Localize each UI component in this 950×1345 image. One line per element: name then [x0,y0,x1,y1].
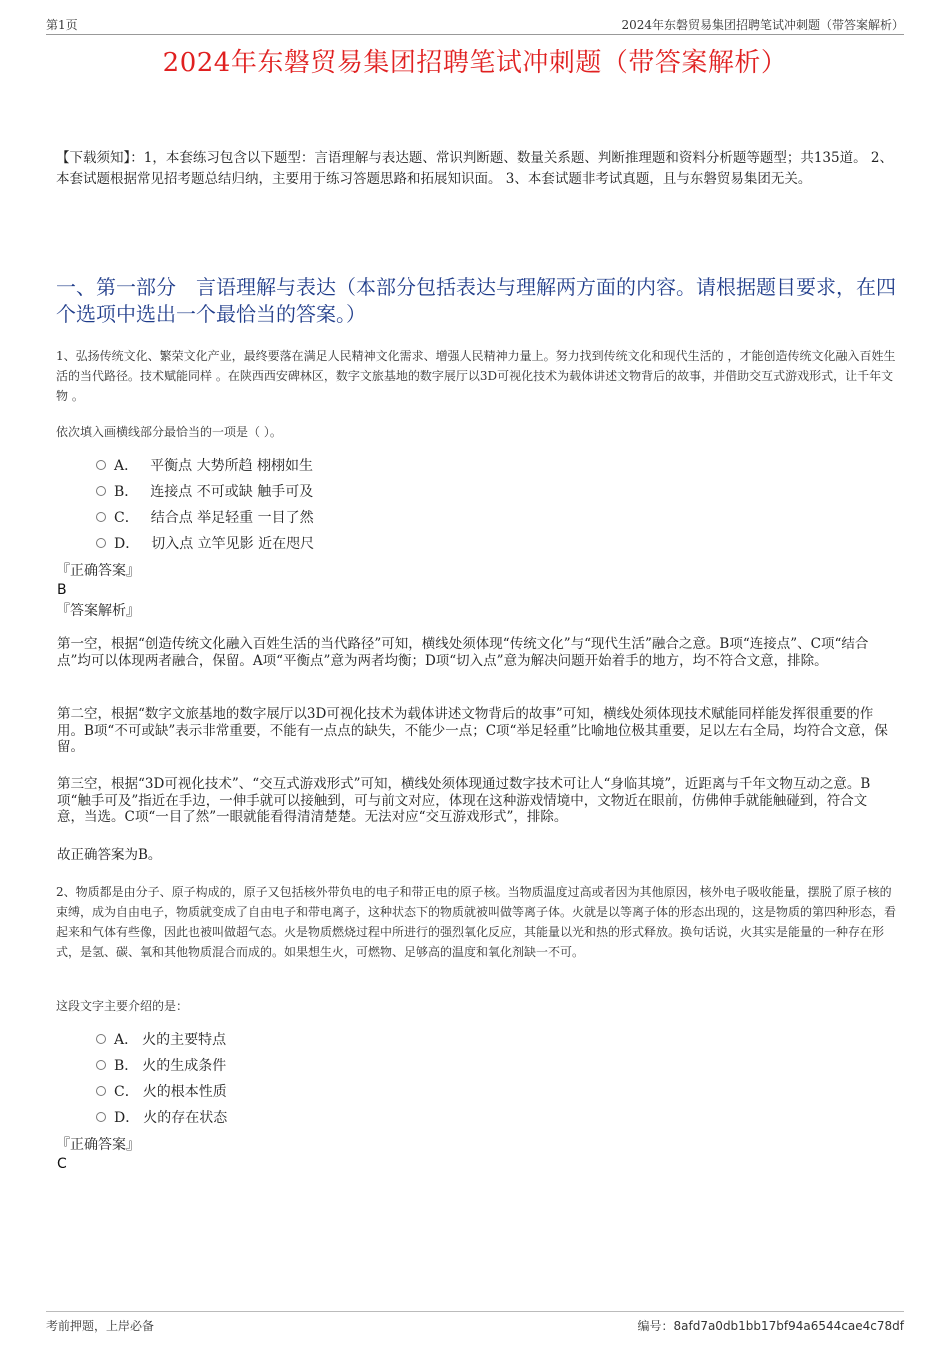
question-1-answer-label: 『正确答案』 [56,563,140,579]
option-text: 火的主要特点 [142,1032,227,1048]
radio-icon[interactable] [96,512,106,522]
option-text: 平衡点 大势所趋 栩栩如生 [150,458,314,474]
question-2-option-c[interactable] [96,1079,696,1105]
document-title: 2024年东磐贸易集团招聘笔试冲刺题（带答案解析） [162,48,788,78]
radio-icon[interactable] [96,1112,106,1122]
option-letter: D． [114,536,140,552]
option-letter: B． [114,1058,139,1074]
option-text: 连接点 不可或缺 触手可及 [150,484,314,500]
question-1-analysis-label: 『答案解析』 [56,603,140,619]
option-letter: D． [114,1110,140,1126]
question-1-option-b[interactable] [96,479,696,505]
footer-code-label: 编号： [637,1319,674,1333]
option-letter: C． [114,1084,139,1100]
question-2-options [96,1027,696,1131]
option-letter: A． [114,458,139,474]
question-1-prompt: 依次填入画横线部分最恰当的一项是（ ）。 [56,425,282,439]
radio-icon[interactable] [96,486,106,496]
page-header [46,14,904,35]
question-2-answer-label: 『正确答案』 [56,1137,140,1153]
question-1-analysis-p1: 第一空，根据“创造传统文化融入百姓生活的当代路径”可知，横线处须体现“传统文化”与“现代生活”融合之意。B项“连接点”、C项“结合点”均可以体现两者融合，保留。A项“平衡点”意为两者均衡；D项“切入点”意为解决问题开始着手的地方，均不符合文意，排除。 [57,636,869,669]
option-text: 火的生成条件 [142,1058,227,1074]
header-doc-title: 2024年东磐贸易集团招聘笔试冲刺题（带答案解析） [621,18,904,32]
footer-code-value: 8afd7a0db1bb17bf94a6544cae4c78df [673,1319,904,1333]
option-text: 火的根本性质 [142,1084,227,1100]
page-footer [46,1311,904,1334]
option-text: 结合点 举足轻重 一目了然 [150,510,314,526]
option-text: 火的存在状态 [143,1110,228,1126]
footer-slogan: 考前押题，上岸必备 [46,1319,155,1333]
radio-icon[interactable] [96,460,106,470]
question-1-option-a[interactable] [96,453,696,479]
radio-icon[interactable] [96,1086,106,1096]
question-1-option-c[interactable] [96,505,696,531]
option-letter: C． [114,510,139,526]
radio-icon[interactable] [96,1034,106,1044]
question-2-option-d[interactable] [96,1105,696,1131]
option-letter: A． [114,1032,139,1048]
section-title: 一、第一部分 言语理解与表达（本部分包括表达与理解两方面的内容。请根据题目要求，在四个选项中选出一个最恰当的答案。） [56,275,896,326]
question-2-option-a[interactable] [96,1027,696,1053]
question-1-option-d[interactable] [96,531,696,557]
question-1-conclusion: 故正确答案为B。 [57,847,162,863]
question-2-option-b[interactable] [96,1053,696,1079]
question-2-prompt: 这段文字主要介绍的是： [56,999,189,1013]
question-1-options [96,453,696,557]
question-1-analysis-p2: 第二空，根据“数字文旅基地的数字展厅以3D可视化技术为载体讲述文物背后的故事”可知，横线处须体现技术赋能同样能发挥很重要的作用。B项“不可或缺”表示非常重要，不能有一点点的缺失，不能少一点；C项“举足轻重”比喻地位极其重要，足以左右全局，均符合文意，保留。 [57,706,888,755]
page-number: 第1页 [46,18,78,32]
question-1-analysis-p3: 第三空，根据“3D可视化技术”、“交互式游戏形式”可知，横线处须体现通过数字技术可让人“身临其境”，近距离与千年文物互动之意。B项“触手可及”指近在手边，一伸手就可以接触到，可与前文对应，体现在这种游戏情境中，文物近在眼前，仿佛伸手就能触碰到，符合文意，当选。C项“一目了然”一眼就能看得清清楚楚。无法对应“交互游戏形式”，排除。 [57,776,871,825]
footer-code [637,1317,904,1334]
radio-icon[interactable] [96,1060,106,1070]
radio-icon[interactable] [96,538,106,548]
question-2-answer: C [57,1156,67,1172]
question-1-answer: B [57,582,67,598]
option-letter: B． [114,484,139,500]
question-1-stem: 1、弘扬传统文化、繁荣文化产业，最终要落在满足人民精神文化需求、增强人民精神力量上。努力找到传统文化和现代生活的 ，才能创造传统文化融入百姓生活的当代路径。技术赋能同样 。在陕西西安碑林区，数字文旅基地的数字展厅以3D可视化技术为载体讲述文物背后的故事，并借助交互式游戏形式，让千年文物 。 [56,349,896,403]
question-2-stem: 2、物质都是由分子、原子构成的，原子又包括核外带负电的电子和带正电的原子核。当物质温度过高或者因为其他原因，核外电子吸收能量，摆脱了原子核的束缚，成为自由电子，物质就变成了自由电子和带电离子，这种状态下的物质就被叫做等离子体。火就是以等离子体的形态出现的，这是物质的第四种形态，看起来和气体有些像，因此也被叫做超气态。火是物质燃烧过程中所进行的强烈氧化反应，其能量以光和热的形式释放。换句话说，火其实是能量的一种存在形式，是氢、碳、氧和其他物质混合而成的。如果想生火，可燃物、足够高的温度和氧化剂缺一不可。 [56,885,897,959]
download-notice: 【下载须知】：1，本套练习包含以下题型：言语理解与表达题、常识判断题、数量关系题、判断推理题和资料分析题等题型；共135道。 2、本套试题根据常见招考题总结归纳，主要用于练习答题思路和拓展知识面。 3、本套试题非考试真题，且与东磐贸易集团无关。 [56,150,893,187]
option-text: 切入点 立竿见影 近在咫尺 [151,536,315,552]
